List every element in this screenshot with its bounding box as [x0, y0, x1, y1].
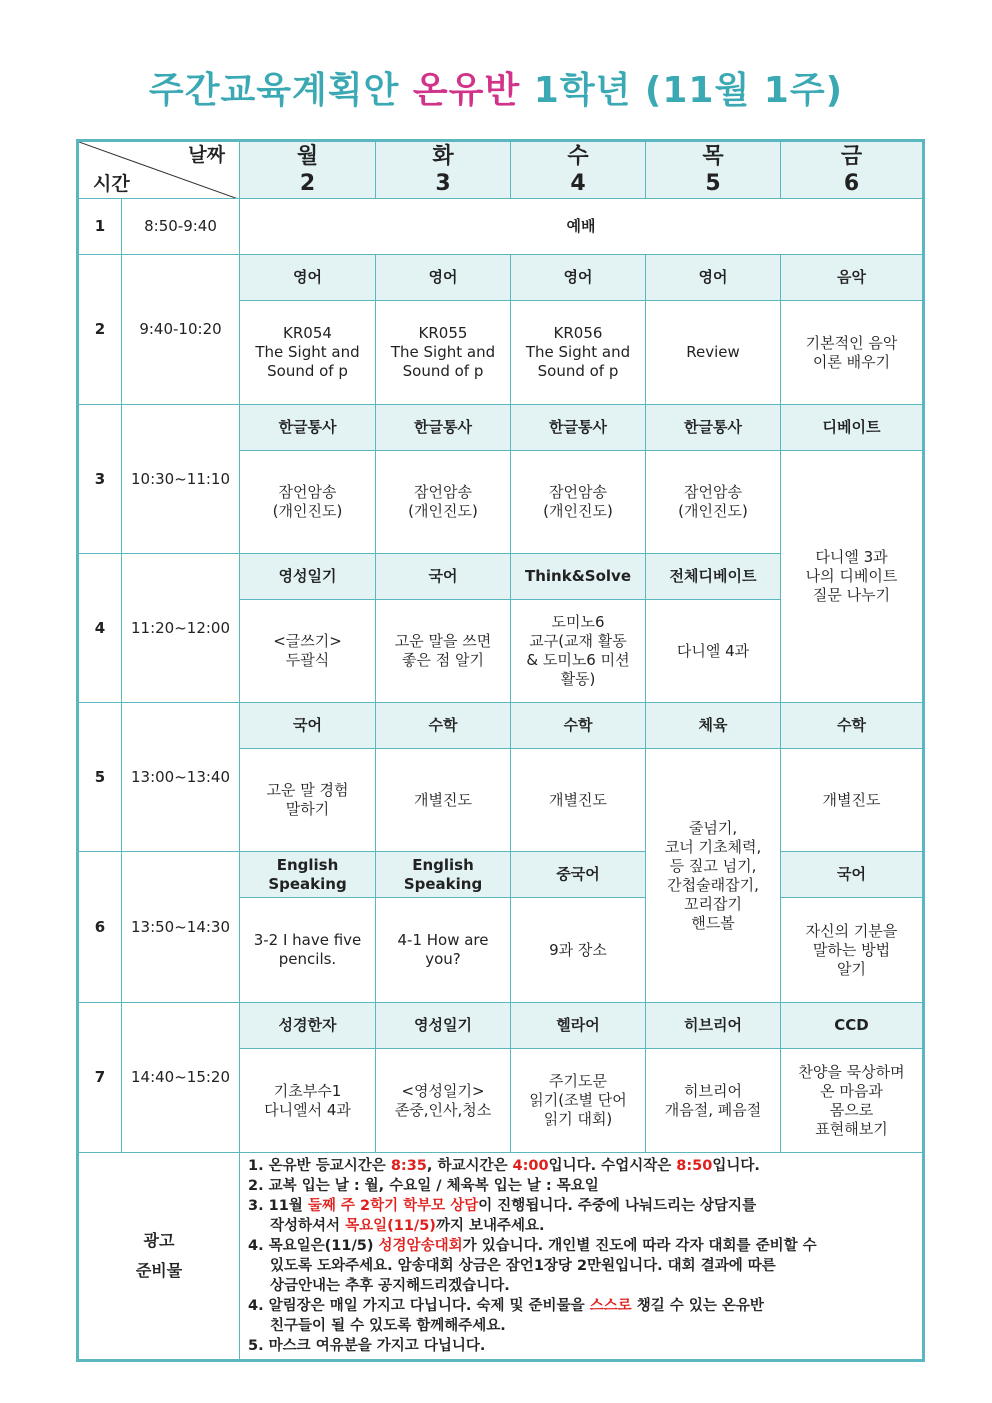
content-line: 교구(교재 활동: [529, 632, 627, 650]
period-number: 4: [78, 554, 122, 703]
content-cell: [511, 749, 646, 852]
day-date: 2: [299, 171, 316, 196]
content-cell: [376, 301, 511, 405]
subject-cell: 영어: [376, 255, 511, 301]
period-time: 8:50-9:40: [122, 199, 240, 255]
title-grade-week: 1학년 (11월 1주): [533, 70, 844, 111]
subject-line: Speaking: [268, 874, 347, 893]
subject-cell: 헬라어: [511, 1003, 646, 1049]
note-text: 4. 알림장은 매일 가지고 다닙니다. 숙제 및 준비물을: [248, 1298, 590, 1314]
content-cell: [781, 301, 924, 405]
content-line: 코너 기초체력,: [664, 837, 762, 856]
subject-cell: 수학: [511, 703, 646, 749]
note-highlight: 8:35: [390, 1158, 427, 1174]
page-title: [0, 62, 992, 113]
content-cell: [376, 600, 511, 703]
note-4: [248, 1236, 914, 1256]
content-line: 활동): [560, 670, 596, 688]
period-time: 9:40-10:20: [122, 255, 240, 405]
day-name: 월: [296, 144, 319, 169]
corner-date-label: 날짜: [188, 144, 225, 166]
note-5-cont: 친구들이 될 수 있도록 함께해주세요.: [270, 1318, 506, 1334]
subject-cell: 히브리어: [646, 1003, 781, 1049]
content-line: Sound of p: [267, 362, 348, 380]
content-line: 존중,인사,청소: [394, 1100, 492, 1119]
content-line: 온 마음과: [820, 1081, 883, 1100]
subject-cell: 영성일기: [376, 1003, 511, 1049]
debate-merged-cell: [781, 451, 924, 703]
note-text: 입니다. 수업시작은: [548, 1158, 677, 1174]
content-cell: [781, 749, 924, 852]
content-line: (개인진도): [272, 502, 343, 520]
subject-cell: CCD: [781, 1003, 924, 1049]
period-time: 13:50~14:30: [122, 852, 240, 1003]
content-line: pencils.: [278, 950, 337, 968]
content-cell: [781, 898, 924, 1003]
content-cell: [376, 898, 511, 1003]
content-line: 다니엘 4과: [676, 641, 750, 660]
note-1: [248, 1156, 914, 1176]
content-line: 다니엘서 4과: [264, 1100, 351, 1119]
day-date: 5: [705, 171, 721, 196]
note-5: [248, 1296, 914, 1316]
content-line: The Sight and: [390, 343, 496, 361]
note-6: 5. 마스크 여유분을 가지고 다닙니다.: [248, 1338, 486, 1354]
content-cell: [240, 749, 376, 852]
period-number: 5: [78, 703, 122, 852]
note-highlight: 4:00: [512, 1158, 549, 1174]
period-2-subject-row: [78, 255, 924, 301]
subject-cell: 영어: [511, 255, 646, 301]
subject-cell: [781, 852, 924, 898]
day-header-thu: [646, 141, 781, 199]
note-text: 까지 보내주세요.: [435, 1218, 545, 1234]
subject-line: Speaking: [403, 874, 483, 893]
note-text: 4. 목요일은(11/5): [248, 1238, 379, 1254]
content-line: The Sight and: [255, 343, 360, 361]
content-line: 이론 배우기: [812, 352, 891, 371]
note-highlight: 8:50: [676, 1158, 713, 1174]
content-line: 몸으로: [829, 1100, 874, 1119]
subject-cell: 디베이트: [781, 405, 924, 451]
note-highlight: 성경암송대회: [378, 1238, 463, 1254]
content-cell: [511, 301, 646, 405]
content-line: 등 짚고 넘기,: [669, 856, 757, 875]
content-line: 표현해보기: [815, 1119, 888, 1138]
day-header-wed: [511, 141, 646, 199]
content-cell: [240, 600, 376, 703]
note-text: 3. 11월: [248, 1198, 308, 1214]
worship-cell: 예배: [240, 199, 924, 255]
period-1-row: [78, 199, 924, 255]
subject-cell: 수학: [781, 703, 924, 749]
subject-cell: [376, 852, 511, 898]
content-line: 읽기(조별 단어: [529, 1091, 627, 1109]
day-header-tue: [376, 141, 511, 199]
day-name: 화: [432, 144, 454, 169]
content-cell: [646, 451, 781, 554]
notes-row: [78, 1153, 924, 1361]
content-line: 9과 장소: [549, 940, 607, 959]
subject-cell: 국어: [240, 703, 376, 749]
content-line: 간첩술래잡기,: [667, 875, 759, 894]
content-cell: [511, 600, 646, 703]
period-time: 11:20~12:00: [122, 554, 240, 703]
subject-cell: 영어: [646, 255, 781, 301]
weekly-schedule-table: [76, 139, 925, 1362]
note-2: 2. 교복 입는 날 : 월, 수요일 / 체육복 입는 날 : 목요일: [248, 1178, 599, 1194]
content-line: 개별진도: [414, 790, 472, 809]
content-line: (개인진도): [543, 502, 613, 520]
content-line: <글쓰기>: [273, 632, 342, 650]
content-cell: [646, 600, 781, 703]
note-highlight: 둘째 주 2학기 학부모 상담: [307, 1198, 479, 1214]
content-line: 찬양을 묵상하며: [798, 1062, 905, 1081]
content-line: 줄넘기,: [688, 818, 738, 837]
content-line: 두괄식: [285, 651, 330, 669]
note-text: 이 진행됩니다. 주중에 나눠드리는 상담지를: [478, 1198, 757, 1214]
note-text: 입니다.: [712, 1158, 760, 1174]
note-text: 챙길 수 있는 온유반: [631, 1298, 764, 1314]
subject-cell: 성경한자: [240, 1003, 376, 1049]
content-line: 히브리어: [684, 1081, 742, 1100]
subject-cell: 음악: [781, 255, 924, 301]
content-cell: [781, 1049, 924, 1153]
content-line: 잠언암송: [684, 483, 742, 501]
period-time: 13:00~13:40: [122, 703, 240, 852]
content-line: 4-1 How are: [397, 931, 489, 949]
day-date: 3: [435, 171, 451, 196]
content-cell: [511, 1049, 646, 1153]
content-line: 3-2 I have five: [253, 931, 362, 949]
note-text: 작성하셔서: [270, 1218, 346, 1234]
content-line: 다니엘 3과: [815, 548, 888, 566]
subject-cell: [511, 852, 646, 898]
notice-label: 광고: [143, 1231, 175, 1250]
period-number: 3: [78, 405, 122, 554]
content-cell: [376, 451, 511, 554]
content-line: Review: [686, 343, 740, 361]
day-name: 목: [702, 144, 724, 169]
subject-cell: 한글통사: [376, 405, 511, 451]
content-line: 핸드볼: [691, 913, 735, 932]
corner-cell: [78, 141, 240, 199]
content-cell: [240, 1049, 376, 1153]
subject-cell: 국어: [376, 554, 511, 600]
content-cell: [240, 451, 376, 554]
content-line: 나의 디베이트: [805, 567, 898, 585]
content-cell: [511, 451, 646, 554]
subject-cell: 한글통사: [511, 405, 646, 451]
day-date: 6: [843, 171, 860, 196]
period-time: 14:40~15:20: [122, 1003, 240, 1153]
content-line: 고운 말 경험: [266, 781, 349, 799]
subject-cell: 전체디베이트: [646, 554, 781, 600]
subject-cell: 한글통사: [646, 405, 781, 451]
day-header-fri: [781, 141, 924, 199]
content-line: you?: [425, 950, 461, 968]
note-highlight: 목요일(11/5): [345, 1218, 436, 1234]
subject-cell: 수학: [376, 703, 511, 749]
content-line: 주기도문: [549, 1072, 607, 1090]
subject-cell: 한글통사: [240, 405, 376, 451]
supplies-label: 준비물: [135, 1261, 183, 1280]
day-header-mon: [240, 141, 376, 199]
note-text: 1. 온유반 등교시간은: [248, 1158, 391, 1174]
note-4-cont: 상금안내는 추후 공지해드리겠습니다.: [270, 1278, 510, 1294]
period-5-subject-row: [78, 703, 924, 749]
content-line: 자신의 기분을: [805, 921, 898, 940]
subject-line: English: [276, 855, 339, 874]
subject-cell: 체육: [646, 703, 781, 749]
note-3: [248, 1196, 914, 1216]
content-line: 기초부수1: [273, 1081, 342, 1100]
content-cell: [240, 301, 376, 405]
subject-cell: [240, 852, 376, 898]
note-3-cont: [248, 1216, 914, 1236]
subject-line: 국어: [837, 865, 866, 883]
note-4-cont: 있도록 도와주세요. 암송대회 상금은 잠언1장당 2만원입니다. 대회 결과에 따른: [270, 1258, 776, 1274]
notes-content-cell: [240, 1153, 924, 1361]
notes-label-cell: [78, 1153, 240, 1361]
content-cell: [376, 1049, 511, 1153]
content-line: 잠언암송: [278, 483, 337, 501]
subject-cell: Think&Solve: [511, 554, 646, 600]
content-line: Sound of p: [537, 362, 619, 380]
title-class: 온유반: [412, 70, 521, 111]
content-line: & 도미노6 미션: [526, 651, 630, 669]
note-text: 가 있습니다. 개인별 진도에 따라 각자 대회를 준비할 수: [462, 1238, 817, 1254]
content-line: The Sight and: [525, 343, 631, 361]
content-line: 개별진도: [822, 790, 881, 809]
content-line: (개인진도): [408, 502, 478, 520]
content-line: 꼬리잡기: [684, 894, 742, 913]
subject-line: 중국어: [556, 865, 600, 883]
content-line: 잠언암송: [414, 483, 472, 501]
content-cell: [376, 749, 511, 852]
subject-cell: 영성일기: [240, 554, 376, 600]
period-6-subject-row: [78, 852, 924, 898]
note-text: , 하교시간은: [426, 1158, 513, 1174]
period-3-subject-row: [78, 405, 924, 451]
content-cell: [646, 1049, 781, 1153]
content-line: KR055: [418, 324, 468, 342]
content-line: 읽기 대회): [543, 1110, 613, 1128]
period-7-subject-row: [78, 1003, 924, 1049]
content-line: 도미노6: [551, 613, 605, 631]
header-row: [78, 141, 924, 199]
content-line: 잠언암송: [549, 483, 607, 501]
content-line: 고운 말을 쓰면: [394, 632, 492, 650]
note-highlight: 스스로: [589, 1298, 632, 1314]
period-number: 7: [78, 1003, 122, 1153]
pe-merged-cell: [646, 749, 781, 1003]
period-time: 10:30~11:10: [122, 405, 240, 554]
content-line: 말하는 방법: [812, 940, 891, 959]
content-line: 개음절, 폐음절: [664, 1100, 762, 1119]
subject-cell: 영어: [240, 255, 376, 301]
day-date: 4: [570, 171, 586, 196]
content-line: <영성일기>: [401, 1081, 485, 1100]
day-name: 금: [840, 144, 863, 169]
content-line: 말하기: [285, 800, 330, 818]
period-number: 1: [78, 199, 122, 255]
content-cell: [240, 898, 376, 1003]
content-line: Sound of p: [402, 362, 484, 380]
period-number: 2: [78, 255, 122, 405]
corner-time-label: 시간: [93, 173, 130, 195]
subject-line: English: [412, 855, 474, 874]
content-cell: [511, 898, 646, 1003]
content-line: 질문 나누기: [812, 586, 891, 604]
content-line: KR056: [553, 324, 603, 342]
title-plan: 주간교육계획안: [148, 70, 400, 111]
period-number: 6: [78, 852, 122, 1003]
content-line: 기본적인 음악: [805, 333, 898, 352]
content-line: 알기: [837, 959, 866, 978]
content-line: 개별진도: [549, 790, 607, 809]
day-name: 수: [567, 144, 589, 169]
content-line: (개인진도): [678, 502, 748, 520]
content-cell: [646, 301, 781, 405]
content-line: 좋은 점 알기: [402, 651, 484, 669]
content-line: KR054: [283, 324, 332, 342]
